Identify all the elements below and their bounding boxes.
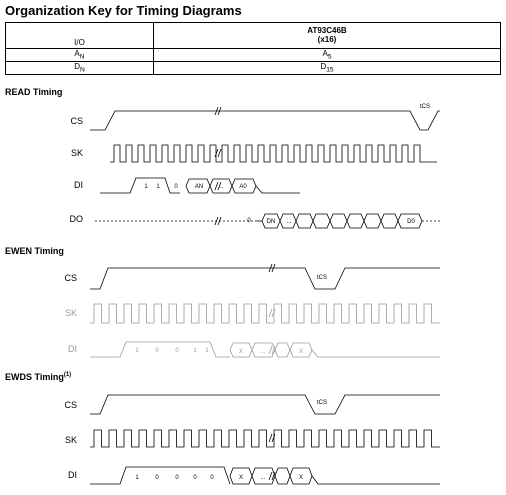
ewen-di-bit-1: 1	[135, 348, 139, 354]
ewen-timing-title: EWEN Timing	[5, 246, 64, 256]
io-cell-dn: $D_N$	[6, 62, 154, 75]
ewds-cs-label: CS	[64, 400, 77, 410]
read-tcs-label: tCS	[419, 104, 431, 110]
read-sk-label: SK	[70, 148, 83, 158]
device-name: AT93C46B	[307, 25, 347, 35]
device-org: (x16)	[317, 34, 337, 44]
ewen-sk-label: SK	[64, 308, 77, 318]
ewen-cs-wave	[90, 268, 440, 289]
read-do-data-lsb: D0	[407, 219, 415, 225]
ewen-di-bit-4: 1	[193, 348, 197, 354]
read-cs-wave	[90, 111, 440, 130]
read-di-bit-2: 1	[156, 184, 160, 190]
ewds-di-label: DI	[68, 470, 77, 480]
ewds-di-bit-2: 0	[155, 475, 159, 481]
ewen-di-x1: X	[238, 349, 244, 355]
ewds-sk-wave	[90, 430, 440, 447]
read-di-bit-1: 1	[144, 184, 148, 190]
read-do-ellipsis: ...	[286, 219, 292, 225]
ewds-di-ellipsis: ...	[260, 475, 266, 481]
ewen-di-bit-5: 1	[205, 348, 209, 354]
ewds-di-level	[90, 467, 230, 484]
ewen-di-bit-3: 0	[175, 348, 179, 354]
ewds-tcs-label: tCS	[316, 400, 328, 406]
ewds-cs-wave	[90, 395, 440, 414]
read-di-addr-msb: AN	[194, 184, 204, 190]
read-do-data-msb: DN	[266, 219, 276, 225]
ewen-di-ellipsis: ...	[260, 349, 266, 355]
io-cell-an: $A_N$	[6, 49, 154, 62]
read-sk-wave	[110, 145, 437, 162]
read-do-label: DO	[69, 214, 83, 224]
value-cell-a5: $A_5$	[154, 49, 501, 62]
read-do-bit-0: 0	[247, 218, 251, 224]
ewen-cs-label: CS	[64, 273, 77, 283]
ewds-di-tail	[312, 476, 440, 484]
ewen-di-bit-2: 0	[155, 348, 159, 354]
read-di-level	[100, 178, 180, 193]
ewen-di-label: DI	[68, 344, 77, 354]
ewen-di-tail	[312, 350, 440, 357]
ewds-sk-label: SK	[64, 435, 77, 445]
ewds-di-x1: X	[238, 475, 244, 481]
read-di-addr-lsb: A0	[239, 184, 247, 190]
ewds-di-bit-3: 0	[175, 475, 179, 481]
read-di-bit-3: 0	[174, 184, 178, 190]
ewds-timing-title: EWDS Timing$^{(1)}$	[5, 372, 72, 382]
ewds-di-bit-4: 0	[193, 475, 197, 481]
ewen-tcs-label: tCS	[316, 275, 328, 281]
ewds-di-bit-1: 1	[135, 475, 139, 481]
read-di-ellipsis: ...	[218, 184, 224, 190]
value-cell-d15: $D_{15}$	[154, 62, 501, 75]
read-timing-title: READ Timing	[5, 87, 63, 97]
ewds-di-bit-5: 0	[210, 475, 214, 481]
io-header: I/O	[74, 38, 85, 48]
read-di-label: DI	[74, 180, 83, 190]
page-title: Organization Key for Timing Diagrams	[5, 3, 242, 18]
ewen-di-x2: X	[298, 349, 304, 355]
ewen-sk-wave	[90, 304, 440, 323]
read-di-tail	[256, 186, 300, 193]
ewen-di-level	[90, 342, 230, 357]
ewds-di-x2: X	[298, 475, 304, 481]
read-cs-label: CS	[70, 116, 83, 126]
